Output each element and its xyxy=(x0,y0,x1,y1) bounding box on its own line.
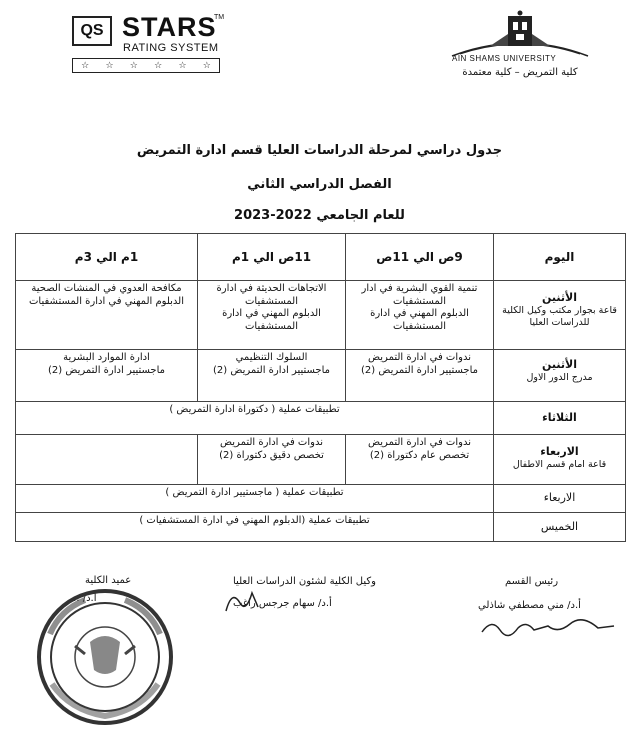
table-row xyxy=(16,513,626,542)
vice-dean-signature-icon xyxy=(222,585,262,615)
academic-year-title: للعام الجامعي 2022-2023 xyxy=(234,208,405,223)
faculty-subtitle: كلية التمريض – كلية معتمدة xyxy=(462,67,578,78)
merged-cell: تطبيقات عملية ( ماجستيير ادارة التمريض ) xyxy=(16,485,494,513)
day-cell xyxy=(494,435,626,485)
star-icon: ☆ xyxy=(202,60,211,71)
official-seal-icon xyxy=(30,582,180,732)
merged-cell: تطبيقات عملية ( دكتوراة ادارة التمريض ) xyxy=(16,402,494,435)
head-of-department-name: أ.د/ مني مصطفي شاذلي xyxy=(478,600,581,611)
day-cell xyxy=(494,350,626,402)
table-row xyxy=(16,350,626,402)
course-cell: ادارة الموارد البشرية ماجستيير ادارة التمريض (2) xyxy=(16,350,198,402)
course-cell: تنمية القوي البشرية في ادار المستشفيات الدبلوم المهني في ادارة المستشفيات xyxy=(346,281,494,350)
day-cell xyxy=(494,402,626,435)
course-cell: ندوات في ادارة التمريض تخصص عام دكتوراة (2) xyxy=(346,435,494,485)
vice-dean-name: أ.د/ سهام جرجس راغب xyxy=(233,598,332,609)
table-row xyxy=(16,402,626,435)
qs-logo-box: QS xyxy=(72,16,112,46)
table-header-row xyxy=(16,234,626,281)
star-icon: ☆ xyxy=(129,60,138,71)
head-signature-icon xyxy=(478,612,618,640)
course-cell: الاتجاهات الحديثة في ادارة المستشفيات الدبلوم المهني في ادارة المستشفيات xyxy=(198,281,346,350)
day-label: الاربعاء xyxy=(540,445,579,458)
day-label: الأثنين xyxy=(542,358,577,371)
schedule-title: جدول دراسي لمرحلة الدراسات العليا قسم ادارة التمريض xyxy=(136,143,503,158)
course-cell: ندوات في ادارة التمريض ماجستيير ادارة التمريض (2) xyxy=(346,350,494,402)
day-label: الأثنين xyxy=(542,291,577,304)
course-cell: السلوك التنظيمي ماجستيير ادارة التمريض (2) xyxy=(198,350,346,402)
vice-dean-title: وكيل الكلية لشئون الدراسات العليا xyxy=(233,576,376,587)
header-slot-2: 11ص الي 1م xyxy=(198,234,346,281)
day-label: الاربعاء xyxy=(543,491,576,505)
day-label: الخميس xyxy=(540,519,579,533)
qs-star-bar xyxy=(72,58,220,73)
header-slot-1: 9ص الي 11ص xyxy=(346,234,494,281)
head-of-department-title: رئيس القسم xyxy=(505,576,559,587)
header-day: اليوم xyxy=(494,234,626,281)
merged-cell: تطبيقات عملية (الدبلوم المهني في ادارة المستشفيات ) xyxy=(16,513,494,542)
day-cell xyxy=(494,485,626,513)
day-cell xyxy=(494,513,626,542)
course-cell xyxy=(16,435,198,485)
star-icon: ☆ xyxy=(105,60,114,71)
course-cell: ندوات في ادارة التمريض تخصص دقيق دكتوراة (2) xyxy=(198,435,346,485)
day-label: الثلاثاء xyxy=(542,410,577,424)
qs-stars-wordmark: STARS xyxy=(122,12,217,42)
day-cell xyxy=(494,281,626,350)
dean-title: عميد الكلية xyxy=(85,575,132,586)
table-row xyxy=(16,435,626,485)
qs-tm-mark: TM xyxy=(214,14,225,21)
qs-rating-system-text: RATING SYSTEM xyxy=(123,42,219,54)
room-label: قاعة بجوار مكتب وكيل الكلية للدراسات العليا xyxy=(502,304,617,328)
room-label: قاعة امام قسم الاطفال xyxy=(512,458,607,470)
star-icon: ☆ xyxy=(178,60,187,71)
room-label: مدرج الدور الاول xyxy=(526,371,593,383)
table-row xyxy=(16,485,626,513)
semester-title: الفصل الدراسي الثاني xyxy=(247,177,392,192)
course-cell: مكافحة العدوي في المنشات الصحية الدبلوم المهني في ادارة المستشفيات xyxy=(16,281,198,350)
header-slot-3: 1م الي 3م xyxy=(16,234,198,281)
star-icon: ☆ xyxy=(154,60,163,71)
schedule-table xyxy=(15,233,626,542)
table-row xyxy=(16,281,626,350)
dean-name: أ.د/ ... xyxy=(70,593,97,604)
star-icon: ☆ xyxy=(81,60,90,71)
university-name: AIN SHAMS UNIVERSITY xyxy=(452,54,557,63)
